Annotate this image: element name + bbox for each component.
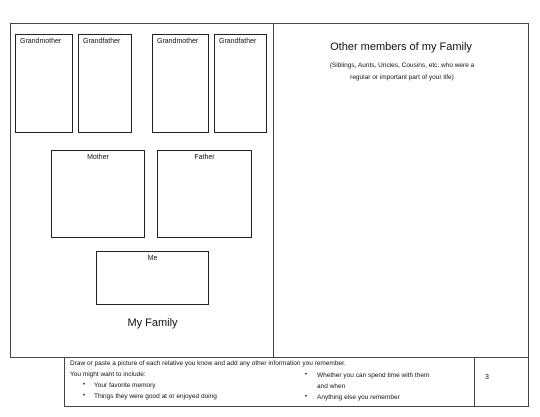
bullet-2: • [83, 393, 86, 399]
grandmother-1-box [15, 34, 73, 133]
my-family-title: My Family [127, 317, 178, 329]
grandmother-2-box [152, 34, 209, 133]
grandfather-1-box [78, 34, 132, 133]
other-members-title: Other members of my Family [330, 41, 472, 53]
bullet-1: • [83, 382, 86, 388]
subtitle-line-1: (Siblings, Aunts, Uncles, Cousins, etc. who were a [329, 62, 475, 69]
grandmother-2-label: Grandmother [157, 38, 199, 45]
grandmother-1-label: Grandmother [20, 38, 62, 45]
page-number-cell [474, 357, 529, 407]
father-label: Father [194, 154, 215, 161]
footer-instruction: Draw or paste a picture of each relative you know and add any other information you remember. [70, 360, 346, 367]
page-number: 3 [485, 374, 489, 381]
me-label: Me [147, 255, 158, 262]
footer-item-spend-time: Whether you can spend time with them [317, 372, 430, 379]
footer-item-and-when: and when [317, 383, 346, 390]
bullet-3: • [305, 372, 308, 378]
footer-item-good-at: Things they were good at or enjoyed doing [94, 393, 217, 400]
footer-item-favorite-memory: Your favorite memory [94, 382, 156, 389]
grandfather-2-box [214, 34, 267, 133]
bullet-4: • [305, 394, 308, 400]
grandfather-2-label: Grandfather [219, 38, 257, 45]
me-box [96, 251, 209, 305]
mother-label: Mother [87, 154, 109, 161]
subtitle-line-2: regular or important part of your life) [350, 74, 454, 81]
mother-box [51, 150, 145, 238]
footer-might-include: You might want to include: [70, 371, 146, 378]
other-members-subtitle [280, 60, 524, 84]
footer-item-anything-else: Anything else you remember [317, 394, 400, 401]
father-box [157, 150, 252, 238]
grandfather-1-label: Grandfather [83, 38, 121, 45]
